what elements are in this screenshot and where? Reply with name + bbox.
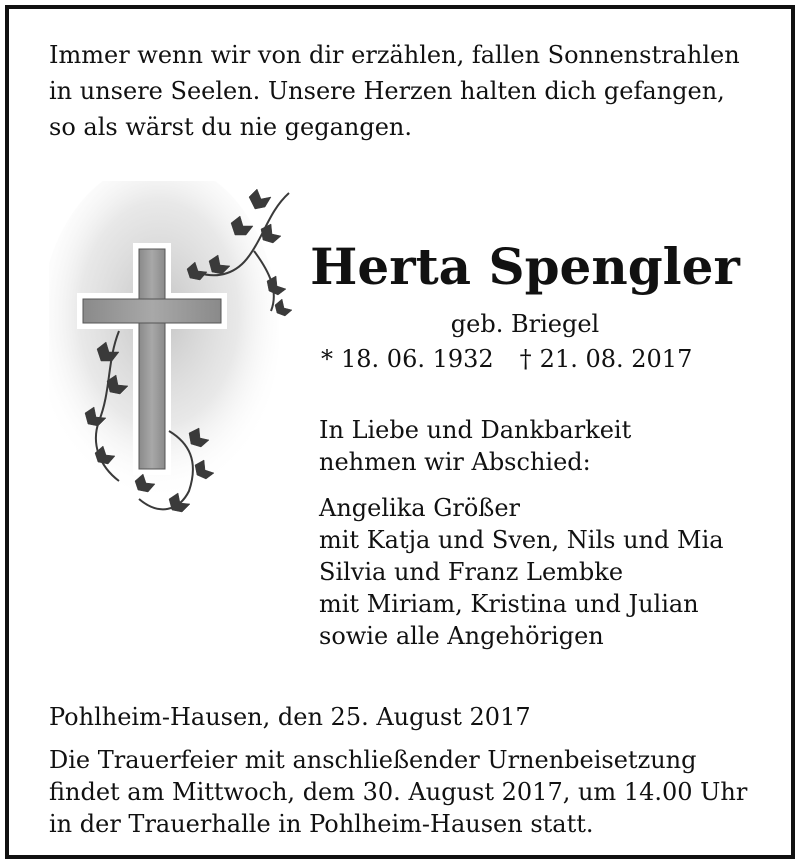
mourners-list (319, 492, 724, 652)
birth-name: geb. Briegel (450, 310, 600, 338)
poem (49, 37, 740, 145)
obituary-frame (5, 5, 795, 859)
farewell-line: nehmen wir Abschied: (319, 448, 591, 476)
poem-line: so als wärst du nie gegangen. (49, 113, 412, 141)
deceased-name: Herta Spengler (310, 237, 740, 296)
ceremony-line: Die Trauerfeier mit anschließender Urnenbeisetzung (49, 746, 697, 774)
birth-star-icon: * (321, 345, 333, 373)
farewell-line: In Liebe und Dankbarkeit (319, 416, 632, 444)
poem-line: in unsere Seelen. Unsere Herzen halten dich gefangen, (49, 77, 725, 105)
mourner-line: Angelika Größer (319, 494, 520, 522)
death-cross-icon: † (519, 345, 532, 373)
poem-line: Immer wenn wir von dir erzählen, fallen Sonnenstrahlen (49, 41, 740, 69)
mourner-line: mit Katja und Sven, Nils und Mia (319, 526, 724, 554)
ceremony-line: in der Trauerhalle in Pohlheim-Hausen statt. (49, 810, 594, 838)
place-date: Pohlheim-Hausen, den 25. August 2017 (49, 703, 531, 731)
ceremony-info (49, 744, 747, 840)
birth-date: 18. 06. 1932 (341, 345, 494, 373)
mourner-line: sowie alle Angehörigen (319, 622, 604, 650)
cross-icon (49, 181, 299, 541)
life-dates (321, 341, 692, 377)
mourner-line: Silvia und Franz Lembke (319, 558, 624, 586)
ceremony-line: findet am Mittwoch, dem 30. August 2017, um 14.00 Uhr (49, 778, 748, 806)
death-date: 21. 08. 2017 (539, 345, 693, 373)
mourner-line: mit Miriam, Kristina und Julian (319, 590, 699, 618)
farewell-text (319, 414, 631, 478)
